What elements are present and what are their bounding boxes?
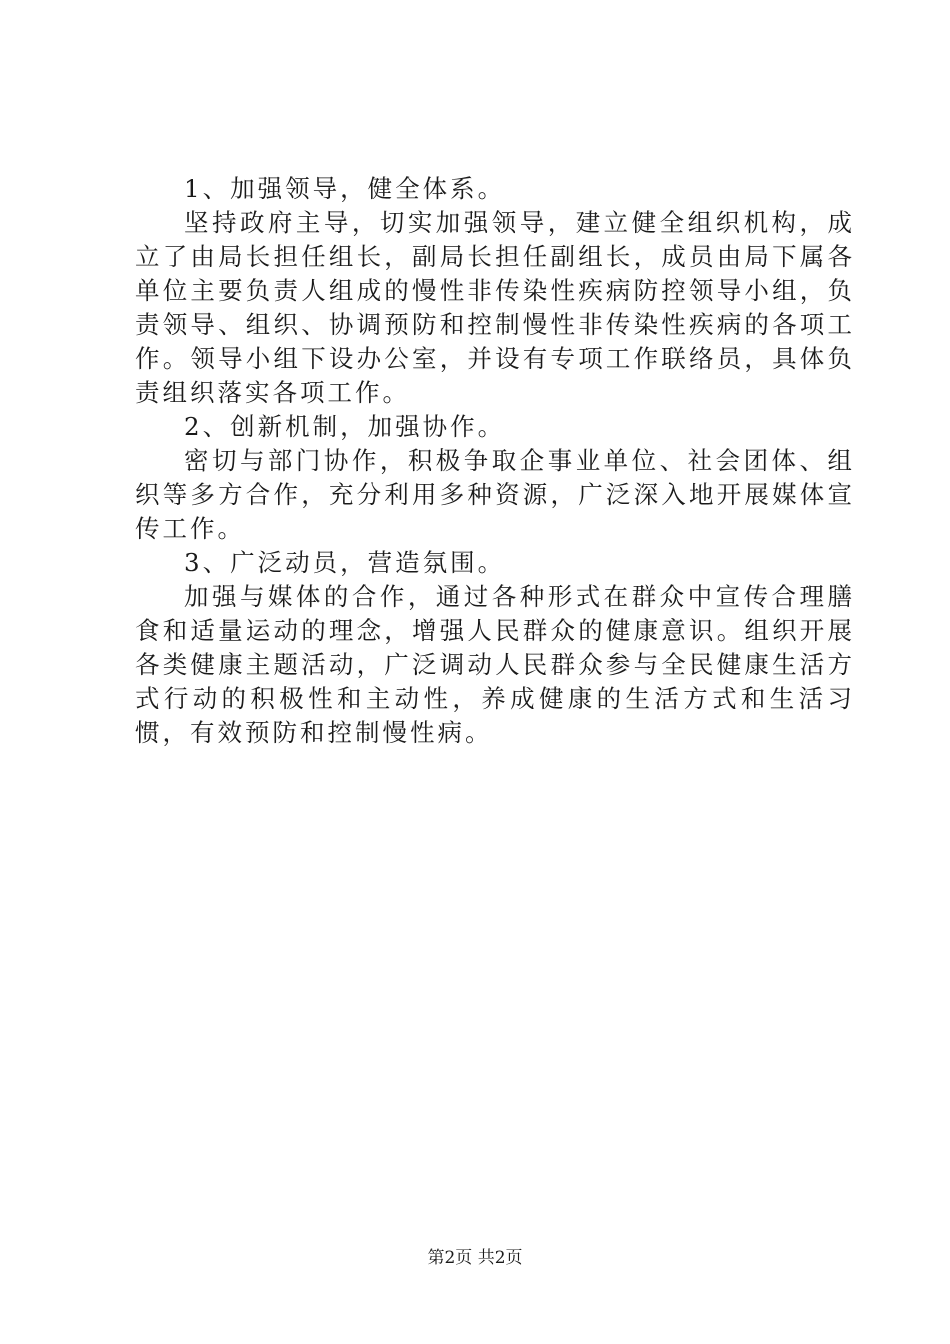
paragraph-3: 加强与媒体的合作，通过各种形式在群众中宣传合理膳食和适量运动的理念，增强人民群众的健康意识。组织开展各类健康主题活动，广泛调动人民群众参与全民健康生活方式行动的积极性和主动性，养成健康的生活方式和生活习惯，有效预防和控制慢性病。 bbox=[135, 582, 855, 747]
heading-1: 1、加强领导，健全体系。 bbox=[184, 174, 506, 203]
document-body bbox=[135, 172, 855, 750]
heading-2: 2、创新机制，加强协作。 bbox=[184, 412, 506, 441]
paragraph-2: 密切与部门协作，积极争取企事业单位、社会团体、组织等多方合作，充分利用多种资源，广泛深入地开展媒体宣传工作。 bbox=[135, 446, 855, 543]
page-number-footer: 第2页 共2页 bbox=[427, 1248, 523, 1268]
heading-3: 3、广泛动员，营造氛围。 bbox=[184, 548, 506, 577]
paragraph-1: 坚持政府主导，切实加强领导，建立健全组织机构，成立了由局长担任组长，副局长担任副组长，成员由局下属各单位主要负责人组成的慢性非传染性疾病防控领导小组，负责领导、组织、协调预防和控制慢性非传染性疾病的各项工作。领导小组下设办公室，并设有专项工作联络员，具体负责组织落实各项工作。 bbox=[135, 208, 855, 407]
